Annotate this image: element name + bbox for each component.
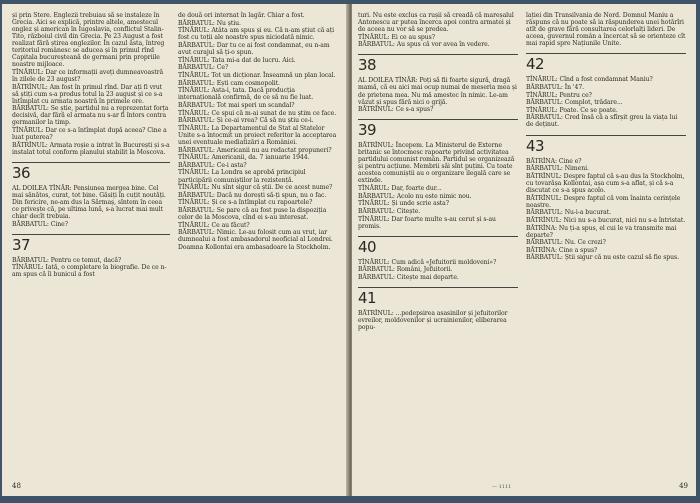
right-page: [352, 4, 696, 496]
paragraph: AL DOILEA TÎNĂR: Poți să fii foarte sigură, dragă mamă, că eu aici mai ocup numai de meseria mea și de prietena mea. Nu mă amestec în nimic. Le-am văzut și spus fără nici o grijă.: [358, 77, 517, 106]
right-column-2: [526, 12, 686, 262]
section-number: 40: [358, 236, 518, 255]
paragraph: BĂTRÎNUL: Începem. La Ministerul de Externe britanic se întocmesc rapoarte privind activitatea partidului comunist român. Partidul se organizează și pentru acțiune. Membrii săi sînt puțini. Cu toate acestea comuniștii au o organizare ilegală care se extinde.: [358, 142, 515, 185]
paragraph: BĂRBATUL: Ce?: [178, 64, 229, 72]
paragraph: TÎNĂRUL: Tot un dicționar. Înseamnă un plan local.: [178, 71, 336, 79]
paragraph: TÎNĂRUL: Și ce s-a întîmplat cu rapoartele?: [178, 199, 313, 207]
paragraph: BĂRBATUL: Români, Jefuitorii.: [358, 266, 453, 274]
paragraph: TÎNĂRUL: La Departamentul de Stat al Statelor Unite s-a întocmit un proiect referitor la acceptarea unei eventuale mediatizări a României.: [178, 124, 337, 146]
paragraph: TÎNĂRUL: Asta-i, tata. Dacă producția internațională confirmă, de ce să nu fie luat.: [178, 87, 314, 102]
paragraph: TÎNĂRUL: Cînd a fost condamnat Maniu?: [526, 76, 653, 84]
paragraph: BĂRBATUL: Dar tu ce ai fost condamnat, eu n-am avut curajul să ți-o spun.: [178, 41, 330, 57]
paragraph: BĂRBATUL: Nu știu.: [178, 19, 241, 27]
paragraph: TÎNĂRUL: Cum adică «Jefuitorii moldoveni»?: [358, 258, 497, 266]
paragraph: TÎNĂRUL: Dar ce informații aveți dumneavoastră în zilele de 23 august?: [12, 68, 164, 84]
paragraph: BĂRBATUL: Nimic. Le-au folosit cum au vrut, iar dumnealui a fost ambasadorul neoficial al Londrei. Doamna Kollontai era ambasadoare la Stockholm.: [178, 229, 333, 251]
paragraph: BĂTRÎNUL: Armata roșie a intrat în București și s-a instalat totul conform planului stabilit la Moscova.: [12, 141, 170, 156]
paragraph: BĂRBATUL: Nimeni.: [526, 165, 589, 173]
paragraph: BĂRBATUL: Acolo nu este nimic nou.: [358, 192, 472, 200]
paragraph: TÎNĂRUL: Dar ce s-a întîmplat după aceea? Cine a luat puterea?: [12, 127, 167, 142]
paragraph: BĂRBATUL: Ce-i asta?: [178, 161, 247, 169]
paragraph: TÎNĂRUL: Pentru ce?: [526, 91, 592, 99]
paragraph: BĂRBATUL: Nu-i-a bucurat.: [526, 209, 611, 217]
paragraph: BĂTRÎNUL: Nici nu s-a bucurat, nici nu s-a întristat.: [526, 216, 686, 224]
paragraph: BĂRBATUL: În '47.: [526, 83, 585, 91]
paragraph: BĂRBATUL: Dacă nu dorești să-ți spun, nu o fac.: [178, 191, 327, 199]
paragraph: BĂTRÎNUL: Despre faptul că vom înainta cerințele noastre.: [526, 194, 681, 209]
paragraph: BĂRBATUL: Se pare că au fost puse la dispoziția celor de la Moscova, cînd ei s-au interesat.: [178, 207, 327, 222]
left-column-2: [178, 12, 338, 251]
paragraph: BĂRBATUL: Citește mai departe.: [358, 274, 459, 282]
paragraph: turi. Nu este exclus ca rușii să creadă că mareșalul Antonescu ar putea încerca apoi contra armatei și de aceea nu vor să se predea.: [358, 12, 514, 34]
paragraph: BĂTRÎNUL: Ce s-a spus?: [358, 106, 434, 114]
paragraph: TÎNĂRUL: Ei ce au spus?: [358, 33, 435, 41]
left-column-1: [12, 12, 170, 279]
paragraph: TÎNĂRUL: Tata mi-a dat de lucru. Aici.: [178, 56, 296, 64]
section-number: 36: [12, 162, 170, 181]
paragraph: TÎNĂRUL: Nu sînt sigur că știi. De ce acest nume?: [178, 184, 333, 192]
paragraph: BĂRBATUL: Ești cam cosmopolit.: [178, 79, 280, 87]
section-number: 38: [358, 54, 518, 73]
paragraph: de două ori internat în lagăr. Chiar a fost.: [178, 12, 305, 19]
paragraph: BĂTRÎNA: Cine e?: [526, 157, 582, 165]
paragraph: BĂTRÎNA: Nu ți-a spus, el cui le va transmite mai departe?: [526, 224, 677, 239]
paragraph: BĂTRÎNA: Cine a spus?: [526, 246, 598, 254]
paragraph: TÎNĂRUL: Și unde scrie asta?: [358, 200, 449, 208]
section-number: 39: [358, 119, 518, 138]
section-number: 43: [526, 135, 686, 154]
paragraph: BĂRBATUL: Complot, trădare...: [526, 99, 623, 107]
paragraph: AL DOILEA TÎNĂR: Pensiunea mergea bine. Cel mai sănătos, curat, tot bine. Găsiți în cuțit noutăți. Din fericire, ne-am dus la Sărmaș, sîntem în ceea ce privește că, pe ultima lună, s-a lucrat mai mult chiar decît trebuia.: [12, 184, 166, 221]
paragraph: TÎNĂRUL: Dar foarte multe s-au cerut și s-au promis.: [358, 215, 496, 230]
paragraph: TÎNĂRUL: Americanii, da. 7 ianuarie 1944.: [178, 154, 310, 162]
paragraph: BĂRBATUL: Și ce-ai vrea? Că să nu știu ce-i.: [178, 117, 314, 125]
paragraph: TÎNĂRUL: Ce spui că m-ai sunat de nu știm ce face.: [178, 109, 337, 117]
page-number: 48: [12, 482, 21, 490]
paragraph: BĂTRÎNUL: Am fost în primul rînd. Dar ați fi vrut să știți cum s-a produs totul la 23 august și ce s-a întîmplat cu armata noastră în primele ore.: [12, 83, 163, 105]
paragraph: și prin Stere. Englezii trebuiau să se instaleze în Grecia. Aici se explică, printre altele, amestecul englez și american în Iugoslavia, conflictul Stalin-Tito, războiul civil din Grecia. Pe 23 August a fost realizat fără știrea englezilor. În cazul ăsta, întreg teritoriul românesc se aducea și în primul rînd Capitala bucureșteană de germani prin propriile noastre mijloace.: [12, 12, 165, 69]
paragraph: BĂRBATUL: Știi sigur că nu este cazul să fie spus.: [526, 254, 679, 262]
paragraph: TÎNĂRUL: La Londra se aprobă principiul participării comuniștilor la rezistență.: [178, 169, 306, 184]
paragraph: TÎNĂRUL: Ce au făcut?: [178, 221, 250, 229]
paragraph: BĂRBATUL: Pentru ce temut, dacă?: [12, 256, 122, 264]
paragraph: BĂRBATUL: Americanii nu au redactat propuneri?: [178, 146, 332, 154]
paragraph: BĂRBATUL: Cred însă că a sfîrșit greu la viața lui de deținut.: [526, 114, 678, 129]
paragraph: BĂRBATUL: Nu. Ce crezi?: [526, 239, 606, 247]
paragraph: BĂRBATUL: Au spus că vor avea în vedere.: [358, 41, 490, 49]
section-number: 37: [12, 234, 170, 253]
paragraph: TÎNĂRUL: Dar, foarte dur...: [358, 185, 442, 193]
section-number: 41: [358, 287, 518, 306]
paragraph: BĂTRÎNUL: Despre faptul că s-au dus la Stockholm, cu tovarășa Kollontai, așa cum s-a aflat, și că s-a discutat ce s-a spus acolo.: [526, 172, 685, 194]
page-number: 49: [679, 482, 688, 490]
paragraph: BĂTRÎNUL: ...pedepsirea asasinilor și jefuitorilor evreilor, moldovenilor și ucrainienilor, eliberarea popu-: [358, 310, 508, 332]
paragraph: TÎNĂRUL: Iată, o completare la biografie. De ce n-am spus că îi bunicul a fost: [12, 264, 167, 279]
left-page: [2, 4, 348, 496]
paragraph: TÎNĂRUL: Atâta am spus și eu. Că n-am știut că ați fost cu toții ale noastre spus niciodată nimic.: [178, 27, 335, 42]
paragraph: BĂRBATUL: Se știe, partidul nu a reprezentat forța decisivă, dar fără el armata nu s-ar fi întors contra germanilor la timp.: [12, 105, 169, 127]
section-number: 42: [526, 53, 686, 72]
paragraph: BĂRBATUL: Cine?: [12, 220, 68, 228]
paragraph: BĂRBATUL: Citește.: [358, 208, 421, 216]
right-column-1: [358, 12, 518, 332]
paragraph: TÎNĂRUL: Poate. Ce se poate.: [526, 106, 618, 114]
paragraph: BĂRBATUL: Tot mai speri un scandal?: [178, 101, 295, 109]
printer-mark: — 1111: [492, 484, 512, 490]
paragraph: lației din Transilvania de Nord. Domnul Maniu a răspuns că nu poate să ia răspunderea unei hotărîri atît de grave fără consultarea celorlalți lideri. De aceea, guvernul român a încercat să se orienteze cît mai rapid spre Națiunile Unite.: [526, 12, 686, 48]
